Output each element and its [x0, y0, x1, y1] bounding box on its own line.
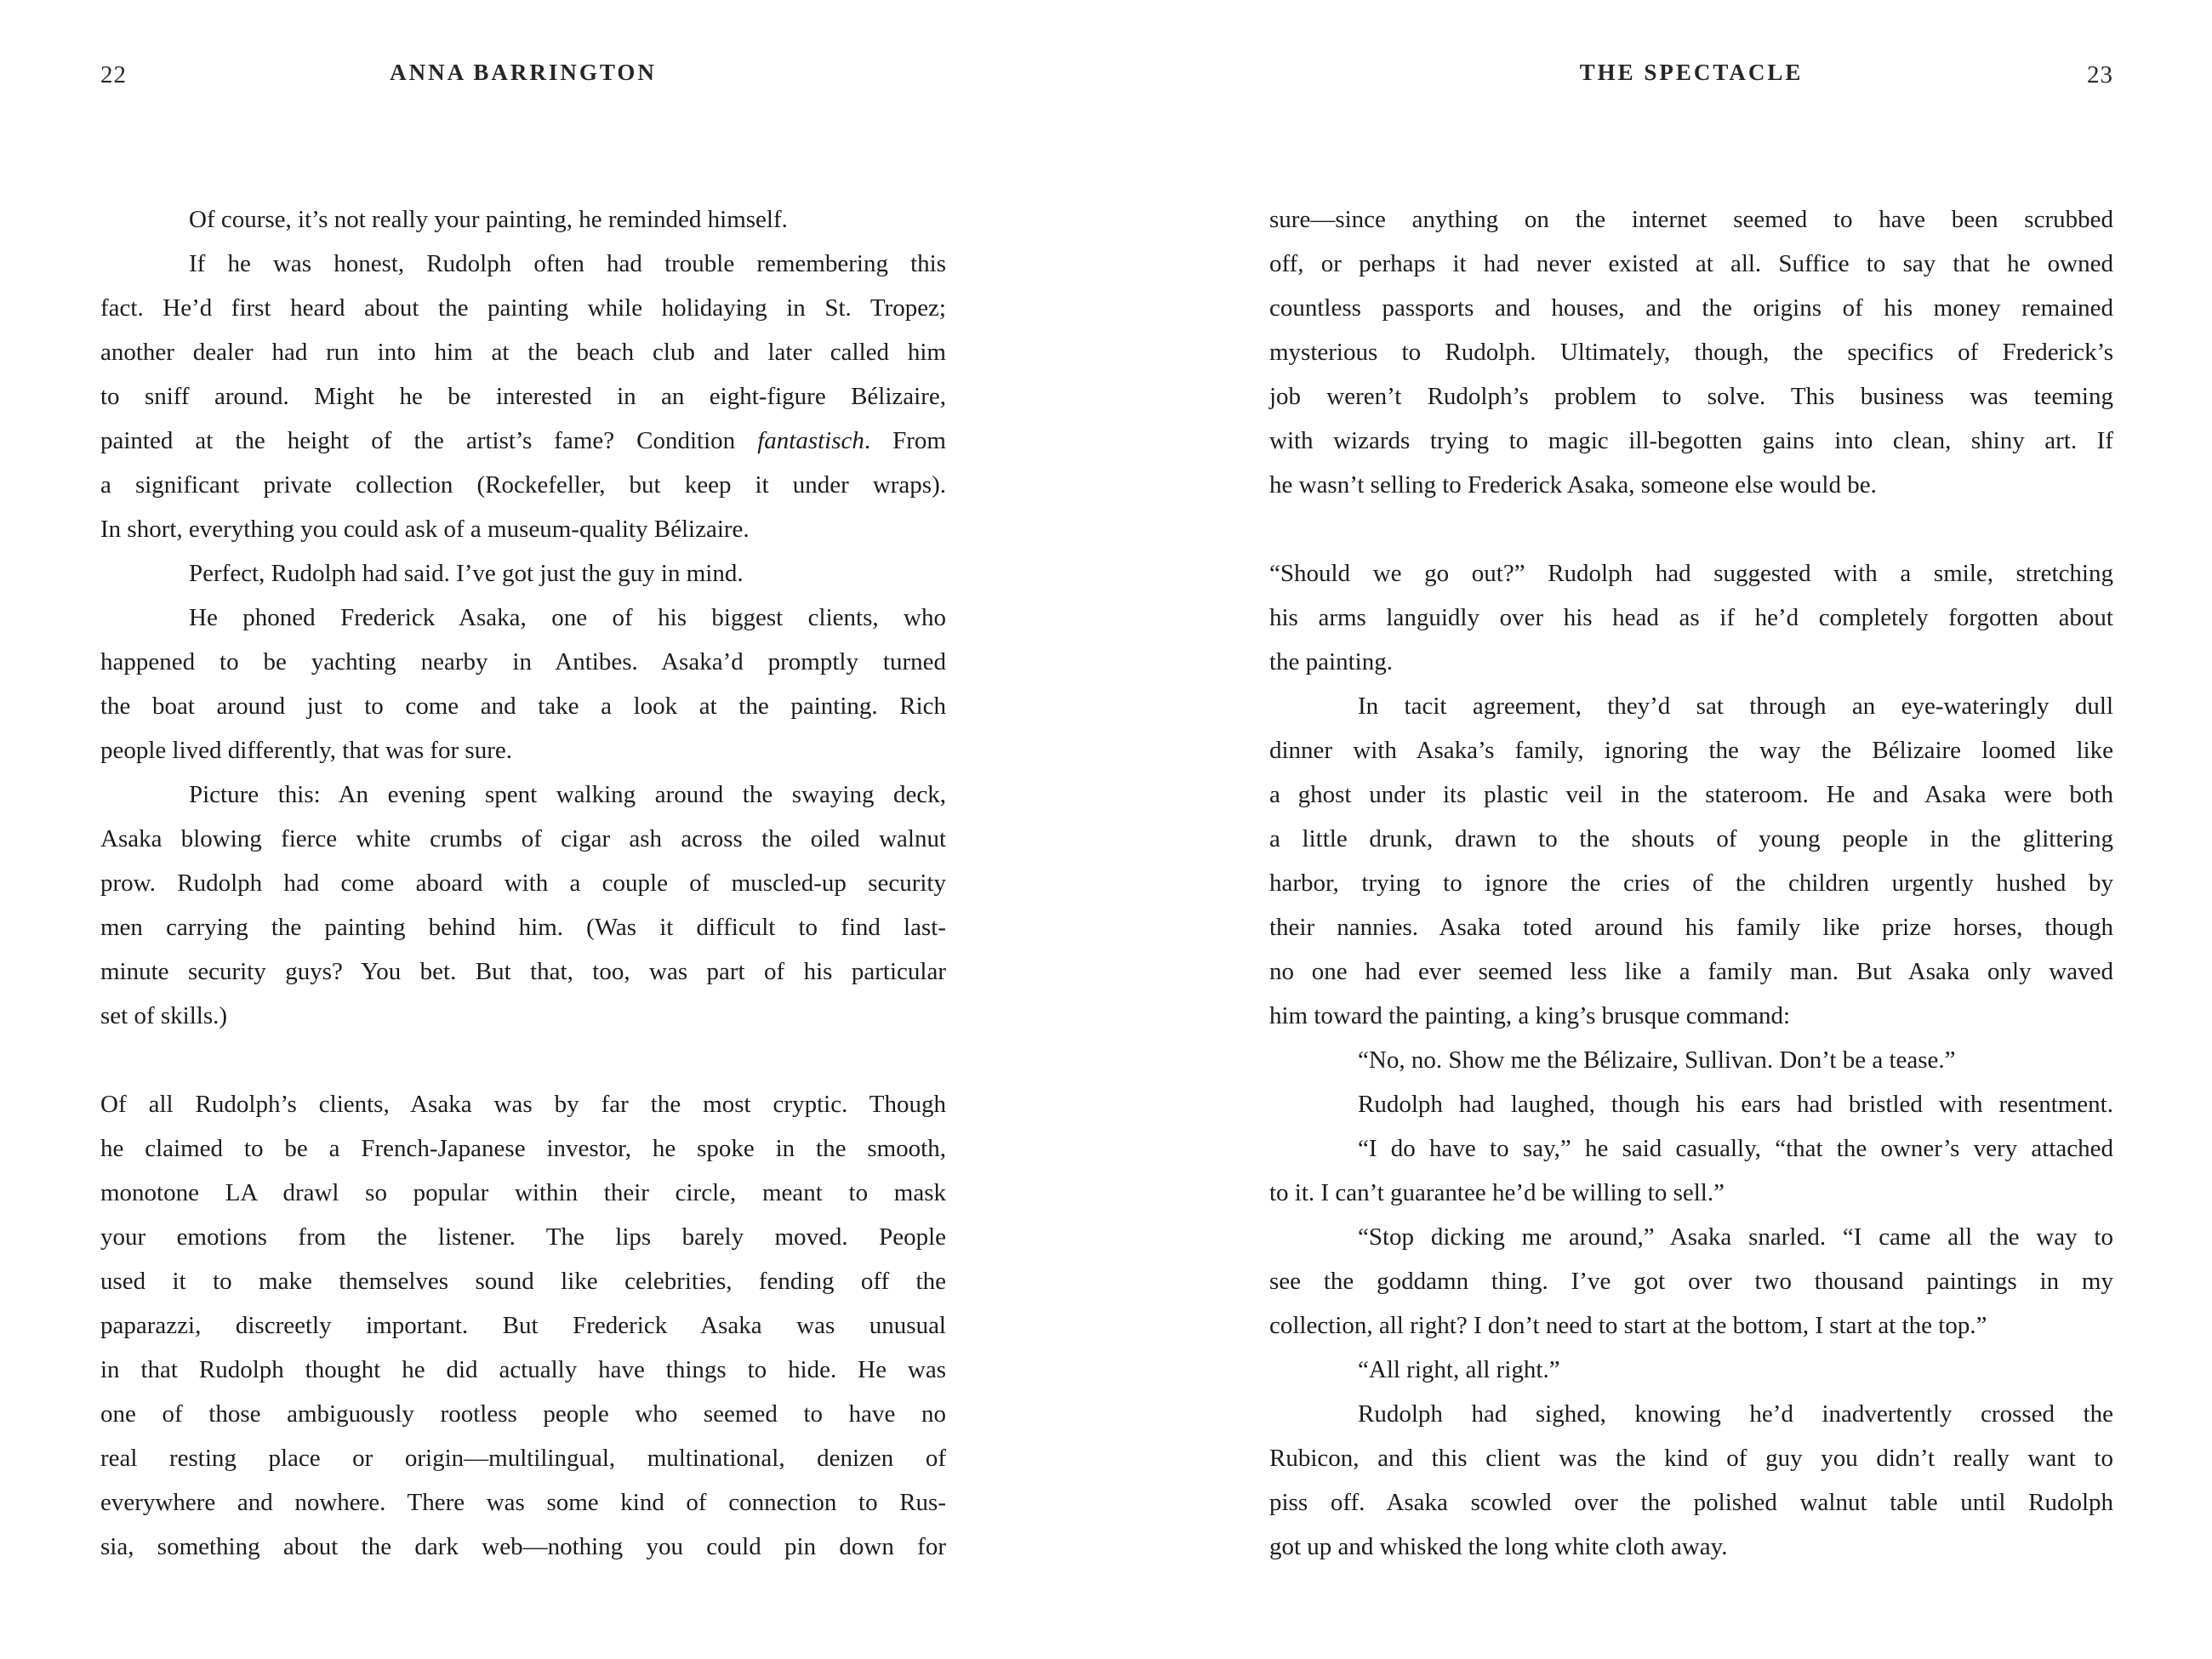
- text-line: Perfect, Rudolph had said. I’ve got just the guy in mind.: [189, 560, 744, 587]
- text-line: fact. He’d first heard about the painting while holidaying in St. Tropez;: [100, 294, 946, 322]
- text-line: “Should we go out?” Rudolph had suggested with a smile, stretching: [1269, 560, 2113, 587]
- text-line: Asaka blowing fierce white crumbs of cigar ash across the oiled walnut: [100, 825, 946, 852]
- text-line: monotone LA drawl so popular within their circle, meant to mask: [100, 1179, 946, 1206]
- page-number-left: 22: [100, 61, 127, 88]
- text-line: a ghost under its plastic veil in the stateroom. He and Asaka were both: [1269, 781, 2113, 808]
- text-line: paparazzi, discreetly important. But Frederick Asaka was unusual: [100, 1312, 946, 1339]
- text-line: got up and whisked the long white cloth away.: [1269, 1533, 1728, 1560]
- paragraph: [1269, 1215, 2113, 1348]
- text-line: another dealer had run into him at the beach club and later called him: [100, 339, 946, 366]
- text-line: Rudolph had sighed, knowing he’d inadvertently crossed the: [1358, 1400, 2113, 1428]
- text-line: to it. I can’t guarantee he’d be willing to sell.”: [1269, 1179, 1725, 1206]
- text-line: a significant private collection (Rockefeller, but keep it under wraps).: [100, 471, 946, 499]
- text-line: see the goddamn thing. I’ve got over two thousand paintings in my: [1269, 1268, 2113, 1295]
- text-line: a little drunk, drawn to the shouts of young people in the glittering: [1269, 825, 2113, 852]
- text-line: off, or perhaps it had never existed at all. Suffice to say that he owned: [1269, 250, 2113, 277]
- text-line: countless passports and houses, and the origins of his money remained: [1269, 294, 2113, 322]
- running-head-author: ANNA BARRINGTON: [390, 60, 657, 85]
- paragraph: [1269, 1038, 2113, 1082]
- text-line: the painting.: [1269, 648, 1393, 676]
- text-line: mysterious to Rudolph. Ultimately, though, the specifics of Frederick’s: [1269, 339, 2113, 366]
- text-line: If he was honest, Rudolph often had trouble remembering this: [189, 250, 946, 277]
- text-line: sia, something about the dark web—nothing you could pin down for: [100, 1533, 946, 1560]
- paragraph: [100, 1082, 946, 1569]
- text-line: harbor, trying to ignore the cries of the children urgently hushed by: [1269, 869, 2113, 897]
- paragraph: [1269, 1082, 2113, 1126]
- page-right-header: [1269, 60, 2113, 94]
- text-line: “All right, all right.”: [1358, 1356, 1560, 1383]
- body-text-left: [100, 197, 946, 1569]
- paragraph: [100, 197, 946, 242]
- paragraph: [100, 772, 946, 1038]
- text-line: He phoned Frederick Asaka, one of his biggest clients, who: [189, 604, 946, 631]
- paragraph: [1269, 1392, 2113, 1569]
- paragraph: [1269, 197, 2113, 507]
- text-line: with wizards trying to magic ill-begotten gains into clean, shiny art. If: [1269, 427, 2113, 454]
- text-line: their nannies. Asaka toted around his family like prize horses, though: [1269, 914, 2113, 941]
- text-line: used it to make themselves sound like celebrities, fending off the: [100, 1268, 946, 1295]
- text-line: In tacit agreement, they’d sat through an eye-wateringly dull: [1358, 693, 2113, 720]
- paragraph: [100, 551, 946, 596]
- text-line: people lived differently, that was for sure.: [100, 737, 512, 764]
- page-left-header: [100, 60, 946, 94]
- text-line: no one had ever seemed less like a family man. But Asaka only waved: [1269, 958, 2113, 985]
- text-line: painted at the height of the artist’s fame? Condition fantastisch. From: [100, 427, 946, 454]
- paragraph: [1269, 1126, 2113, 1215]
- page-number-right: 23: [2087, 61, 2113, 88]
- page-right: [1269, 0, 2113, 1659]
- text-line: real resting place or origin—multilingual, multinational, denizen of: [100, 1445, 946, 1472]
- text-line: “No, no. Show me the Bélizaire, Sullivan. Don’t be a tease.”: [1358, 1046, 1956, 1074]
- text-line: “Stop dicking me around,” Asaka snarled. “I came all the way to: [1358, 1223, 2113, 1251]
- text-line: everywhere and nowhere. There was some kind of connection to Rus-: [100, 1489, 946, 1516]
- text-line: Rubicon, and this client was the kind of guy you didn’t really want to: [1269, 1445, 2113, 1472]
- text-line: to sniff around. Might he be interested in an eight-figure Bélizaire,: [100, 383, 946, 410]
- text-line: one of those ambiguously rootless people who seemed to have no: [100, 1400, 946, 1428]
- paragraph: [1269, 1348, 2113, 1392]
- paragraph: [1269, 551, 2113, 684]
- text-line: men carrying the painting behind him. (Was it difficult to find last-: [100, 914, 946, 941]
- paragraph: [1269, 684, 2113, 1038]
- page-left: [100, 0, 946, 1659]
- text-line: in that Rudolph thought he did actually have things to hide. He was: [100, 1356, 946, 1383]
- text-line: piss off. Asaka scowled over the polished walnut table until Rudolph: [1269, 1489, 2113, 1516]
- text-line: collection, all right? I don’t need to start at the bottom, I start at the top.”: [1269, 1312, 1987, 1339]
- body-text-right: [1269, 197, 2113, 1569]
- text-line: prow. Rudolph had come aboard with a couple of muscled-up security: [100, 869, 946, 897]
- text-line: Of course, it’s not really your painting, he reminded himself.: [189, 206, 788, 233]
- text-line: job weren’t Rudolph’s problem to solve. This business was teeming: [1269, 383, 2113, 410]
- text-line: he claimed to be a French-Japanese investor, he spoke in the smooth,: [100, 1135, 946, 1162]
- running-head-title: THE SPECTACLE: [1579, 60, 1804, 85]
- text-line: dinner with Asaka’s family, ignoring the way the Bélizaire loomed like: [1269, 737, 2113, 764]
- text-line: happened to be yachting nearby in Antibes. Asaka’d promptly turned: [100, 648, 946, 676]
- text-line: your emotions from the listener. The lips barely moved. People: [100, 1223, 946, 1251]
- text-line: minute security guys? You bet. But that, too, was part of his particular: [100, 958, 946, 985]
- text-line: his arms languidly over his head as if he’d completely forgotten about: [1269, 604, 2113, 631]
- text-line: set of skills.): [100, 1002, 228, 1029]
- text-line: Picture this: An evening spent walking around the swaying deck,: [189, 781, 946, 808]
- text-line: Of all Rudolph’s clients, Asaka was by far the most cryptic. Though: [100, 1091, 946, 1118]
- text-line: In short, everything you could ask of a museum-quality Bélizaire.: [100, 516, 750, 543]
- text-line: sure—since anything on the internet seemed to have been scrubbed: [1269, 206, 2113, 233]
- text-line: he wasn’t selling to Frederick Asaka, someone else would be.: [1269, 471, 1877, 499]
- paragraph: [100, 596, 946, 772]
- text-line: “I do have to say,” he said casually, “that the owner’s very attached: [1358, 1135, 2113, 1162]
- text-line: Rudolph had laughed, though his ears had bristled with resentment.: [1358, 1091, 2113, 1118]
- paragraph: [100, 242, 946, 551]
- text-line: the boat around just to come and take a look at the painting. Rich: [100, 693, 946, 720]
- text-line: him toward the painting, a king’s brusque command:: [1269, 1002, 1791, 1029]
